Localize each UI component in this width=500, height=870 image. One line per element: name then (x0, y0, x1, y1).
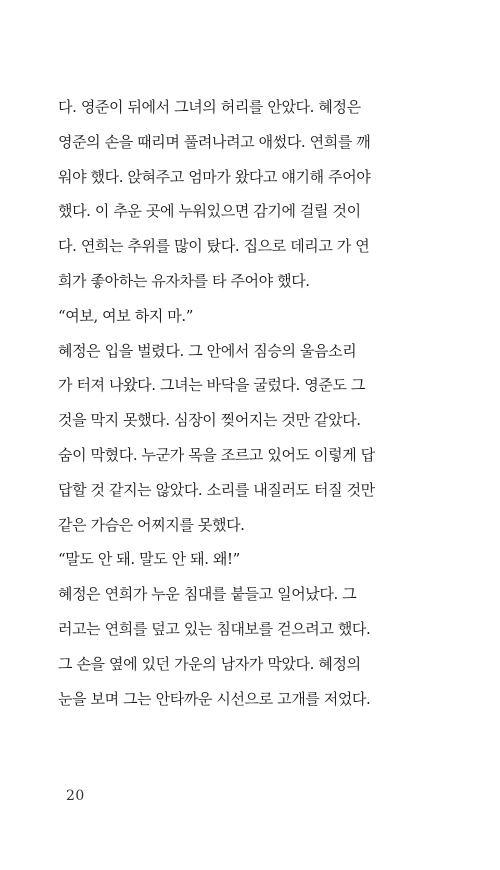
text-line: 다. 영준이 뒤에서 그녀의 허리를 안았다. 혜정은 (58, 98, 361, 116)
text-line: 그 손을 옆에 있던 가운의 남자가 막았다. 혜정의 (58, 654, 361, 673)
text-line: 다. 연희는 추위를 많이 탔다. 집으로 데리고 가 연 (58, 237, 370, 256)
text-line: 가 터져 나왔다. 그녀는 바닥을 굴렀다. 영준도 그 (58, 376, 366, 395)
dialogue-line: “말도 안 돼. 말도 안 돼. 왜!” (58, 550, 240, 569)
text-line: 했다. 이 추운 곳에 누워있으면 감기에 걸릴 것이 (58, 202, 361, 221)
text-line: 답할 것 같지는 않았다. 소리를 내질러도 터질 것만 (58, 480, 375, 499)
text-line: 같은 가슴은 어찌지를 못했다. (58, 515, 245, 534)
text-line: 러고는 연희를 덮고 있는 침대보를 걷으려고 했다. (58, 619, 371, 638)
text-line: 영준의 손을 때리며 풀려나려고 애썼다. 연희를 깨 (58, 132, 371, 151)
page-number: 20 (66, 788, 85, 804)
text-line: 것을 막지 못했다. 심장이 찢어지는 것만 같았다. (58, 411, 361, 430)
text-line: 숨이 막혔다. 누군가 목을 조르고 있어도 이렇게 답 (58, 445, 375, 464)
text-line: 눈을 보며 그는 안타까운 시선으로 고개를 저었다. (58, 689, 371, 708)
dialogue-line: “여보, 여보 하지 마.” (58, 306, 194, 325)
text-line: 혜정은 연희가 누운 침대를 붙들고 일어났다. 그 (58, 585, 357, 604)
text-line: 혜정은 입을 벌렸다. 그 안에서 짐승의 울음소리 (58, 341, 357, 360)
text-line: 희가 좋아하는 유자차를 타 주어야 했다. (58, 271, 310, 290)
text-line: 워야 했다. 앉혀주고 엄마가 왔다고 얘기해 주어야 (58, 167, 371, 186)
body-text (58, 90, 414, 716)
